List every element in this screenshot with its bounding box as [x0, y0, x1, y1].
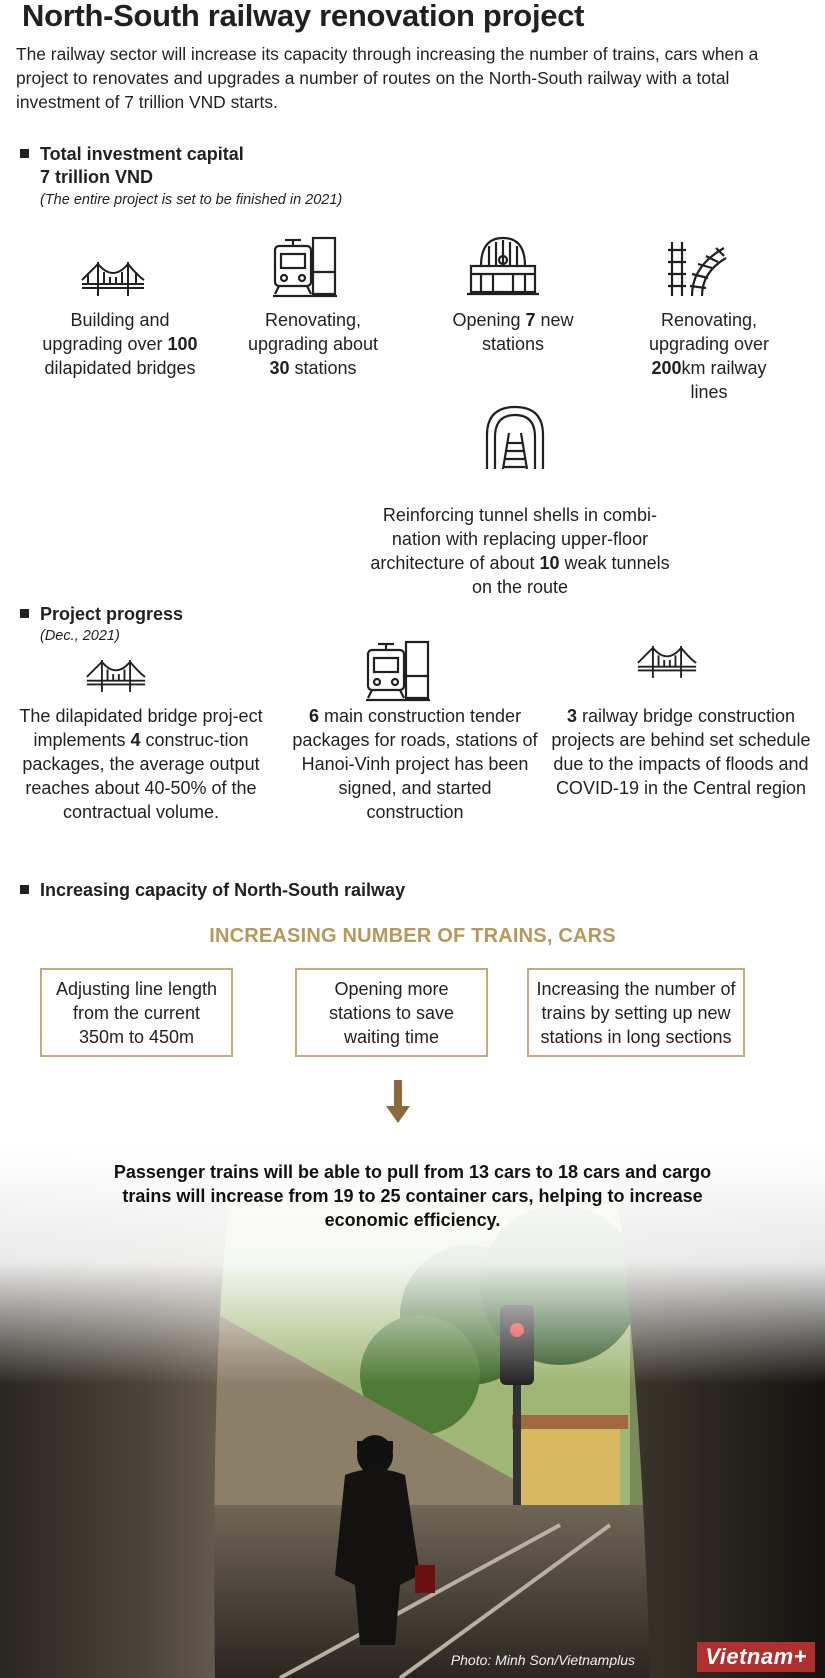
train-station-icon — [366, 640, 430, 702]
stat-number: 100 — [167, 334, 198, 354]
section-bullet — [20, 609, 29, 618]
stat-stations — [238, 308, 388, 380]
capacity-box-more-trains: Increasing the number of trains by setting up new stations in long sections — [527, 968, 745, 1057]
investment-note: (The entire project is set to be finished in 2021) — [40, 192, 343, 208]
stat-number: 7 — [525, 310, 536, 330]
section-bullet — [20, 885, 29, 894]
progress-item-packages — [290, 704, 540, 824]
progress-text: railway bridge construction projects are behind set schedule due to the impacts of floods and COVID-19 in the Central region — [551, 706, 811, 798]
capacity-heading: Increasing capacity of North-South railway — [40, 880, 406, 900]
capacity-box-line-length: Adjusting line length from the current 350m to 450m — [40, 968, 233, 1057]
stat-tunnels — [365, 503, 675, 599]
progress-item-bridges — [12, 704, 270, 824]
train-station-icon — [273, 236, 337, 298]
stat-text: stations — [289, 358, 357, 378]
station-building-icon — [467, 236, 539, 296]
capacity-subheading: INCREASING NUMBER OF TRAINS, CARS — [209, 925, 616, 947]
stat-text: new stations — [481, 310, 574, 354]
photo-credit: Photo: Minh Son/Vietnamplus — [450, 1652, 635, 1668]
arrow-down-icon — [385, 1080, 411, 1124]
investment-heading: Total investment capital — [40, 144, 244, 164]
investment-amount: 7 trillion VND — [40, 167, 154, 187]
progress-item-delayed — [550, 704, 812, 800]
stat-bridges — [40, 308, 200, 380]
progress-number: 3 — [566, 706, 577, 726]
progress-text: construc-tion packages, the average output reaches about 40-50% of the contractual volume. — [22, 730, 260, 822]
stat-new-stations — [443, 308, 583, 356]
stat-text: Renovating, upgrading about — [247, 310, 379, 354]
bridge-icon — [80, 258, 146, 298]
stat-text: Reinforcing tunnel shells in combi-nation with replacing upper-floor architecture of about — [370, 505, 658, 573]
railway-tracks-icon — [668, 238, 728, 298]
progress-text: main construction tender packages for roads, stations of Hanoi-Vinh project has been signed, and started construction — [292, 706, 538, 822]
stat-text: Renovating, upgrading over — [648, 310, 770, 354]
stat-text: km railway lines — [681, 358, 767, 402]
stat-number: 200 — [651, 358, 682, 378]
stat-lines — [636, 308, 782, 404]
progress-number: 4 — [130, 730, 141, 750]
stat-text: Building and upgrading over — [42, 310, 170, 354]
progress-number: 6 — [308, 706, 319, 726]
page-title: North-South railway renovation project — [22, 0, 585, 33]
tunnel-icon — [483, 405, 547, 471]
progress-note: (Dec., 2021) — [40, 628, 120, 644]
stat-number: 30 — [269, 358, 290, 378]
stat-text: Opening — [452, 310, 526, 330]
progress-heading: Project progress — [40, 604, 184, 624]
bridge-icon — [636, 642, 698, 680]
capacity-box-more-stations: Opening more stations to save waiting time — [295, 968, 488, 1057]
capacity-conclusion: Passenger trains will be able to pull from 13 cars to 18 cars and cargo trains will increase from 19 to 25 container cars, helping to increase economic efficiency. — [113, 1162, 712, 1230]
stat-text: dilapidated bridges — [44, 358, 196, 378]
stat-number: 10 — [539, 553, 560, 573]
vietnamplus-logo: Vietnam+ — [697, 1642, 815, 1672]
intro-paragraph: The railway sector will increase its capacity through increasing the number of trains, cars when a project to renovates and upgrades a number of routes on the North-South railway with a total investment of 7 trillion VND starts. — [16, 44, 759, 112]
bridge-icon — [85, 656, 147, 694]
section-bullet — [20, 149, 29, 158]
progress-text: The dilapidated bridge proj-ect implements — [19, 706, 263, 750]
stat-text: weak tunnels on the route — [471, 553, 670, 597]
